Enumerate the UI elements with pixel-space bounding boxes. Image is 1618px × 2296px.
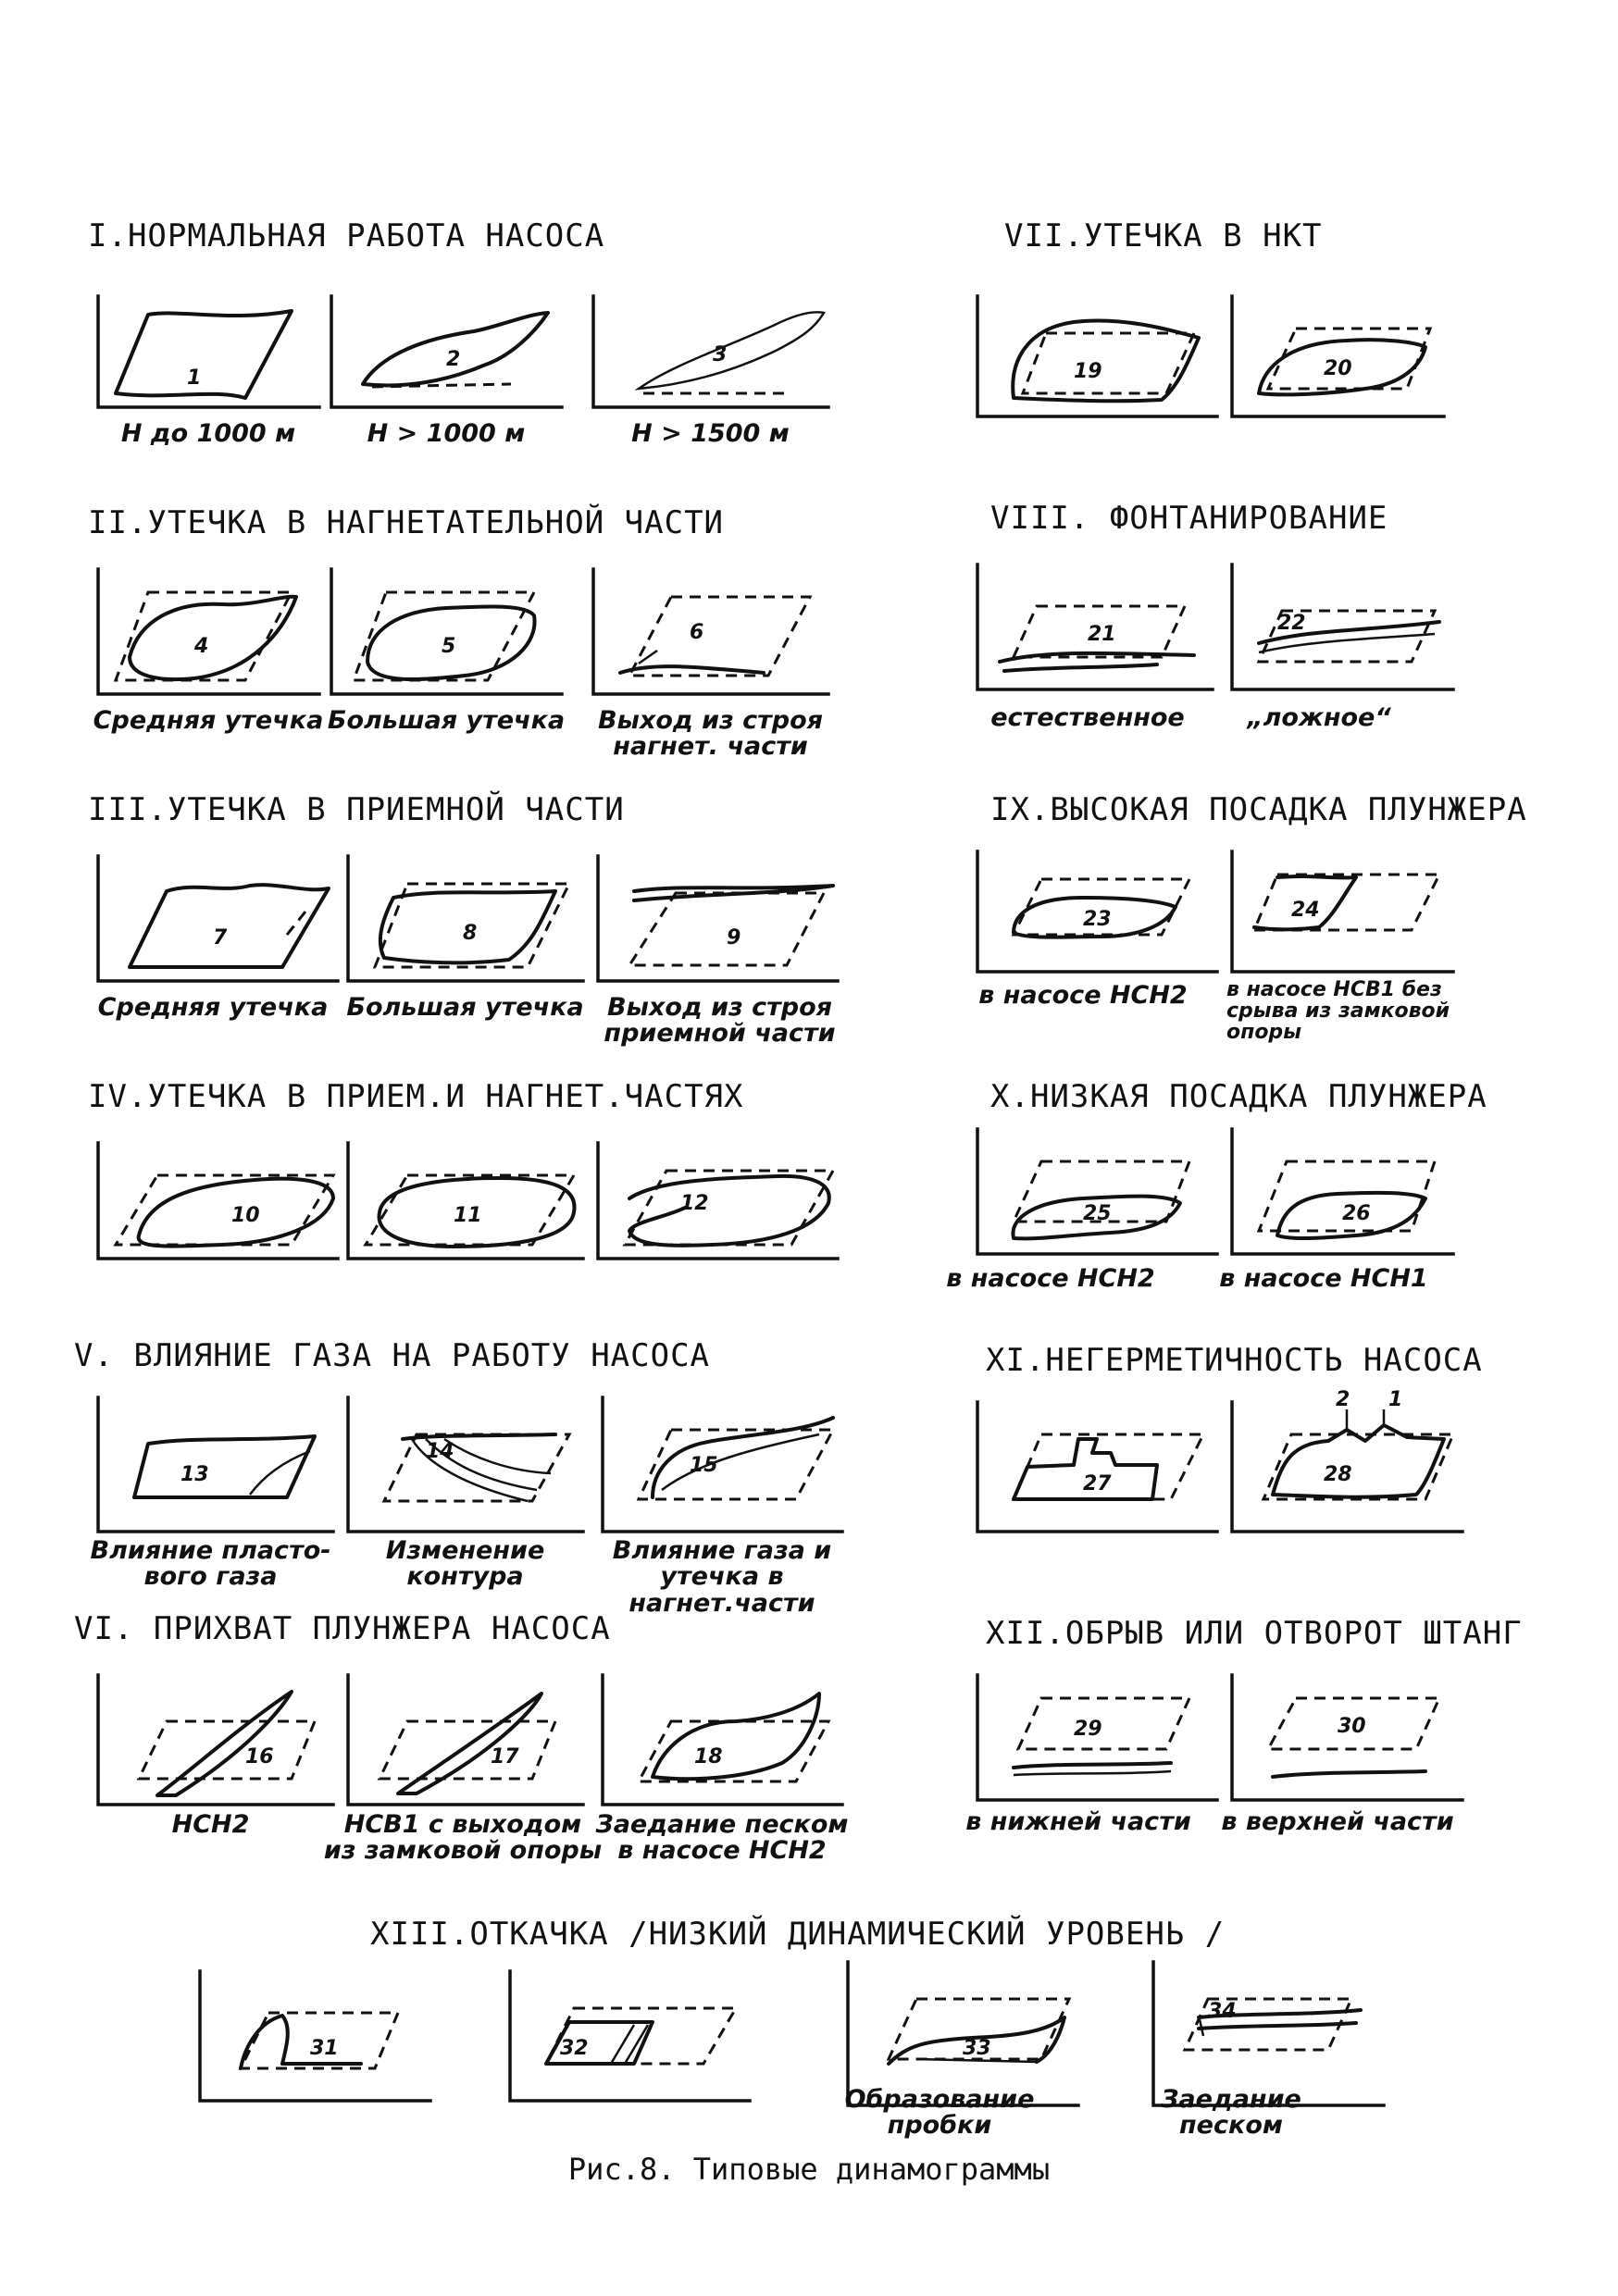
figure-label: Заедание песком <box>1161 2085 1301 2141</box>
figure-number: 3 <box>713 343 728 366</box>
figure-label: в насосе НСН1 <box>1219 1264 1428 1293</box>
figure-number: 31 <box>310 2037 339 2060</box>
section-heading: VIII. ФОНТАНИРОВАНИЕ <box>990 500 1388 537</box>
dynamogram-6 <box>588 569 833 699</box>
section-heading: I.НОРМАЛЬНАЯ РАБОТА НАСОСА <box>88 217 605 254</box>
figure-number: 17 <box>491 1745 519 1769</box>
figure-label: в насосе НСН2 <box>978 981 1188 1010</box>
dynamogram-7 <box>93 856 342 986</box>
figure-number: 29 <box>1074 1718 1102 1741</box>
figure-number: 25 <box>1083 1202 1112 1225</box>
dynamogram-11 <box>342 1143 588 1263</box>
section-heading: V. ВЛИЯНИЕ ГАЗА НА РАБОТУ НАСОСА <box>74 1337 711 1374</box>
dynamogram-29 <box>972 1675 1222 1805</box>
section-heading: XI.НЕГЕРМЕТИЧНОСТЬ НАСОСА <box>986 1342 1483 1379</box>
figure-number: 34 <box>1208 2000 1237 2023</box>
dynamogram-32 <box>504 1971 754 2105</box>
section-heading: IV.УТЕЧКА В ПРИЕМ.И НАГНЕТ.ЧАСТЯХ <box>88 1078 744 1115</box>
figure-label: Влияние газа и утечка в нагнет.части <box>612 1536 832 1618</box>
dynamogram-12 <box>592 1143 842 1263</box>
dynamogram-20 <box>1226 296 1449 421</box>
dynamogram-21 <box>972 565 1217 694</box>
figure-number: 24 <box>1291 899 1320 922</box>
figure-number: 26 <box>1342 1202 1371 1225</box>
dynamogram-17 <box>342 1675 588 1809</box>
figure-label: в нижней части <box>965 1807 1191 1836</box>
figure-label: Изменение контура <box>385 1536 545 1592</box>
figure-label: Влияние пласто- вого газа <box>90 1536 331 1592</box>
dynamogram-15 <box>597 1397 847 1536</box>
figure-caption: Рис.8. Типовые динамограммы <box>567 2152 1051 2187</box>
dynamogram-8 <box>342 856 588 986</box>
dynamogram-16 <box>93 1675 338 1809</box>
dynamogram-22 <box>1226 565 1458 694</box>
figure-number: 32 <box>560 2037 589 2060</box>
figure-number: 20 <box>1324 357 1352 380</box>
figure-number: 21 <box>1088 623 1116 646</box>
section-heading: VI. ПРИХВАТ ПЛУНЖЕРА НАСОСА <box>74 1610 611 1647</box>
figure-number: 28 <box>1324 1463 1352 1486</box>
dynamogram-27 <box>972 1402 1222 1536</box>
figure-number: 18 <box>694 1745 723 1769</box>
dynamogram-13 <box>93 1397 338 1536</box>
dynamogram-2 <box>326 296 566 412</box>
dynamogram-18 <box>597 1675 847 1809</box>
figure-number: 13 <box>180 1463 209 1486</box>
dynamogram-4 <box>93 569 324 699</box>
section-heading: III.УТЕЧКА В ПРИЕМНОЙ ЧАСТИ <box>88 791 625 828</box>
figure-number: 14 <box>426 1440 454 1463</box>
figure-number: 11 <box>454 1204 482 1227</box>
figure-label: НСВ1 с выходом из замковой опоры <box>323 1810 603 1866</box>
figure-number: 10 <box>231 1204 260 1227</box>
leak-mark: 1 <box>1388 1388 1403 1411</box>
figure-label: Большая утечка <box>327 706 566 735</box>
dynamogram-3 <box>588 296 833 412</box>
figure-label: естественное <box>990 703 1185 732</box>
figure-label: Средняя утечка <box>97 993 329 1022</box>
figure-label: Заедание песком в насосе НСН2 <box>595 1810 849 1866</box>
figure-number: 9 <box>727 926 741 949</box>
figure-label: H > 1500 м <box>631 419 790 448</box>
figure-label: H > 1000 м <box>367 419 526 448</box>
dynamogram-9 <box>592 856 842 986</box>
figure-number: 12 <box>680 1192 709 1215</box>
dynamogram-26 <box>1226 1129 1458 1259</box>
figure-number: 2 <box>446 348 461 371</box>
figure-number: 8 <box>463 922 478 945</box>
figure-number: 33 <box>963 2037 991 2060</box>
figure-label: „ложное“ <box>1247 703 1391 732</box>
figure-label: Средняя утечка <box>93 706 324 735</box>
figure-number: 5 <box>442 635 456 658</box>
section-heading: XII.ОБРЫВ ИЛИ ОТВОРОТ ШТАНГ <box>986 1615 1523 1652</box>
figure-label: H до 1000 м <box>120 419 296 448</box>
figure-label: в насосе НСВ1 без срыва из замковой опоры <box>1226 978 1450 1045</box>
section-heading: X.НИЗКАЯ ПОСАДКА ПЛУНЖЕРА <box>990 1078 1487 1115</box>
figure-label: Образование пробки <box>844 2085 1035 2141</box>
figure-label: в верхней части <box>1221 1807 1454 1836</box>
figure-label: НСН2 <box>171 1810 250 1839</box>
dynamogram-19 <box>972 296 1222 421</box>
dynamogram-5 <box>326 569 566 699</box>
figure-number: 15 <box>690 1454 718 1477</box>
section-heading: XIII.ОТКАЧКА /НИЗКИЙ ДИНАМИЧЕСКИЙ УРОВЕНЬ / <box>370 1916 1226 1953</box>
leak-mark: 2 <box>1336 1388 1350 1411</box>
figure-label: Выход из строя нагнет. части <box>597 706 824 762</box>
figure-number: 19 <box>1074 360 1102 383</box>
figure-number: 7 <box>213 926 228 949</box>
figure-label: Выход из строя приемной части <box>604 993 836 1049</box>
figure-label: в насосе НСН2 <box>946 1264 1155 1293</box>
section-heading: IX.ВЫСОКАЯ ПОСАДКА ПЛУНЖЕРА <box>990 791 1527 828</box>
figure-number: 16 <box>245 1745 274 1769</box>
figure-number: 4 <box>194 635 209 658</box>
section-heading: VII.УТЕЧКА В НКТ <box>1004 217 1323 254</box>
dynamogram-30 <box>1226 1675 1467 1805</box>
dynamogram-28 <box>1226 1384 1467 1536</box>
figure-number: 27 <box>1083 1472 1112 1496</box>
dynamogram-31 <box>194 1971 435 2105</box>
dynamogram-25 <box>972 1129 1222 1259</box>
section-heading: II.УТЕЧКА В НАГНЕТАТЕЛЬНОЙ ЧАСТИ <box>88 504 725 541</box>
figure-number: 22 <box>1277 612 1306 635</box>
figure-number: 23 <box>1083 908 1112 931</box>
dynamogram-24 <box>1226 851 1458 976</box>
figure-number: 1 <box>187 366 202 390</box>
figure-number: 6 <box>690 621 704 644</box>
figure-label: Большая утечка <box>346 993 584 1022</box>
dynamogram-23 <box>972 851 1222 976</box>
dynamogram-1 <box>93 296 324 412</box>
dynamogram-14 <box>342 1397 588 1536</box>
figure-number: 30 <box>1338 1715 1366 1738</box>
dynamogram-10 <box>93 1143 342 1263</box>
